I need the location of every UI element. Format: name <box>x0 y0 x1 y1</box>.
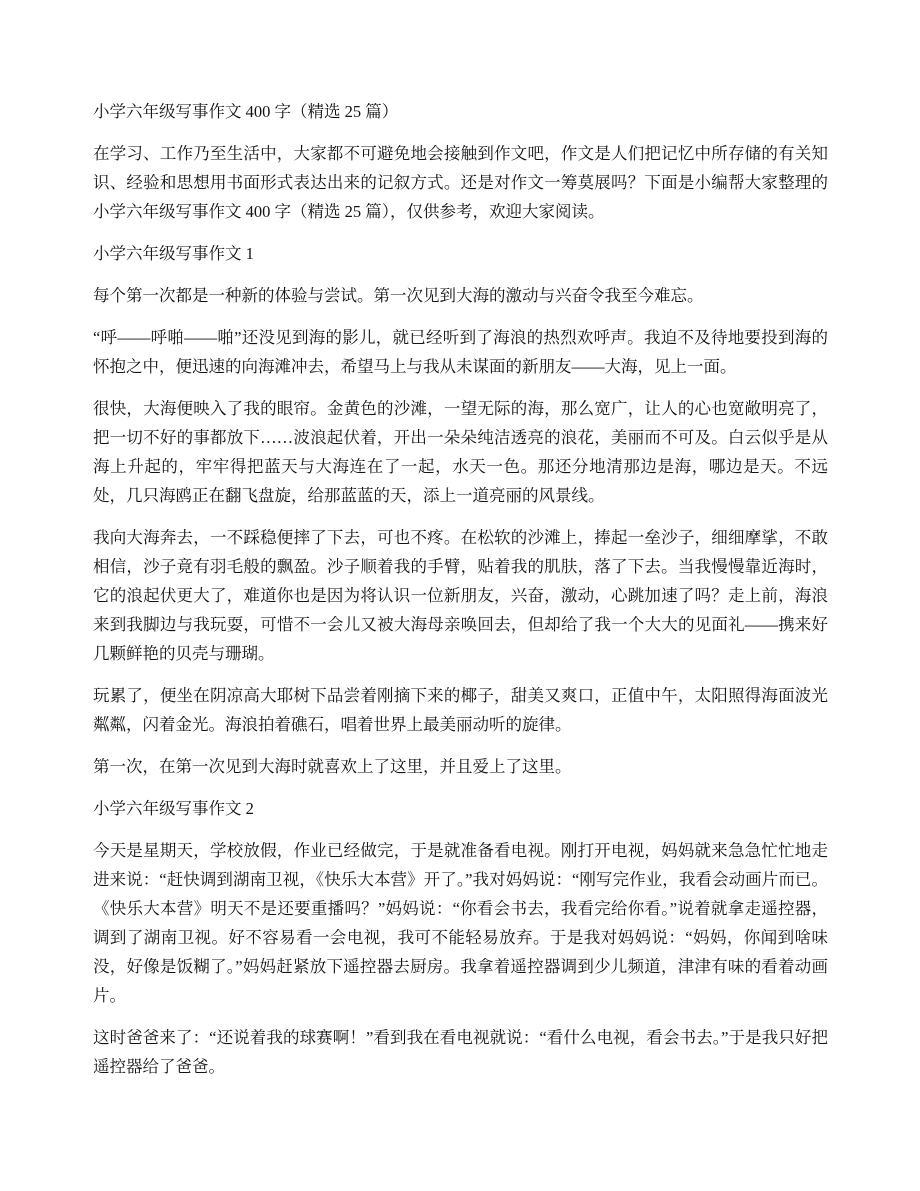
paragraph: 我向大海奔去，一不踩稳便摔了下去，可也不疼。在松软的沙滩上，捧起一垒沙子，细细摩挲，不敢相信，沙子竟有羽毛般的飘盈。沙子顺着我的手臂，贴着我的肌肤，落了下去。当我慢慢靠近海时，它的浪起伏更大了，难道你也是因为将认识一位新朋友，兴奋，激动，心跳加速了吗？走上前，海浪来到我脚边与我玩耍，可惜不一会儿又被大海母亲唤回去，但却给了我一个大大的见面礼——携来好几颗鲜艳的贝壳与珊瑚。 <box>93 528 828 663</box>
intro-paragraph: 在学习、工作乃至生活中，大家都不可避免地会接触到作文吧，作文是人们把记忆中所存储的有关知识、经验和思想用书面形式表达出来的记叙方式。还是对作文一筹莫展吗？下面是小编帮大家整理的小学六年级写事作文 400 字（精选 25 篇），仅供参考，欢迎大家阅读。 <box>93 144 828 221</box>
paragraph: 玩累了，便坐在阴凉高大耶树下品尝着刚摘下来的椰子，甜美又爽口，正值中午，太阳照得海面波光粼粼，闪着金光。海浪拍着礁石，唱着世界上最美丽动听的旋律。 <box>93 686 828 734</box>
paragraph: 每个第一次都是一种新的体验与尝试。第一次见到大海的激动与兴奋令我至今难忘。 <box>93 286 704 305</box>
section-heading-essay-1: 小学六年级写事作文 1 <box>93 244 254 263</box>
paragraph: 第一次，在第一次见到大海时就喜欢上了这里，并且爱上了这里。 <box>93 757 572 776</box>
document-title: 小学六年级写事作文 400 字（精选 25 篇） <box>93 102 399 121</box>
document-body <box>93 97 828 1081</box>
paragraph: 这时爸爸来了：“还说着我的球赛啊！”看到我在看电视就说：“看什么电视，看会书去。”于是我只好把遥控器给了爸爸。 <box>93 1028 828 1076</box>
paragraph: 很快，大海便映入了我的眼帘。金黄色的沙滩，一望无际的海，那么宽广，让人的心也宽敞明亮了，把一切不好的事都放下……波浪起伏着，开出一朵朵纯洁透亮的浪花，美丽而不可及。白云似乎是从海上升起的，牢牢得把蓝天与大海连在了一起，水天一色。那还分地清那边是海，哪边是天。不远处，几只海鸥正在翻飞盘旋，给那蓝蓝的天，添上一道亮丽的风景线。 <box>93 399 828 505</box>
paragraph: 今天是星期天，学校放假，作业已经做完，于是就准备看电视。刚打开电视，妈妈就来急急忙忙地走进来说：“赶快调到湖南卫视，《快乐大本营》开了。”我对妈妈说：“刚写完作业，我看会动画片而已。《快乐大本营》明天不是还要重播吗？”妈妈说：“你看会书去，我看完给你看。”说着就拿走遥控器，调到了湖南卫视。好不容易看一会电视，我可不能轻易放弃。于是我对妈妈说：“妈妈，你闻到啥味没，好像是饭糊了。”妈妈赶紧放下遥控器去厨房。我拿着遥控器调到少儿频道，津津有味的看着动画片。 <box>93 841 828 1005</box>
paragraph: “呼——呼啪——啪”还没见到海的影儿，就已经听到了海浪的热烈欢呼声。我迫不及待地要投到海的怀抱之中，便迅速的向海滩冲去，希望马上与我从未谋面的新朋友——大海，见上一面。 <box>93 328 828 376</box>
section-heading-essay-2: 小学六年级写事作文 2 <box>93 799 254 818</box>
